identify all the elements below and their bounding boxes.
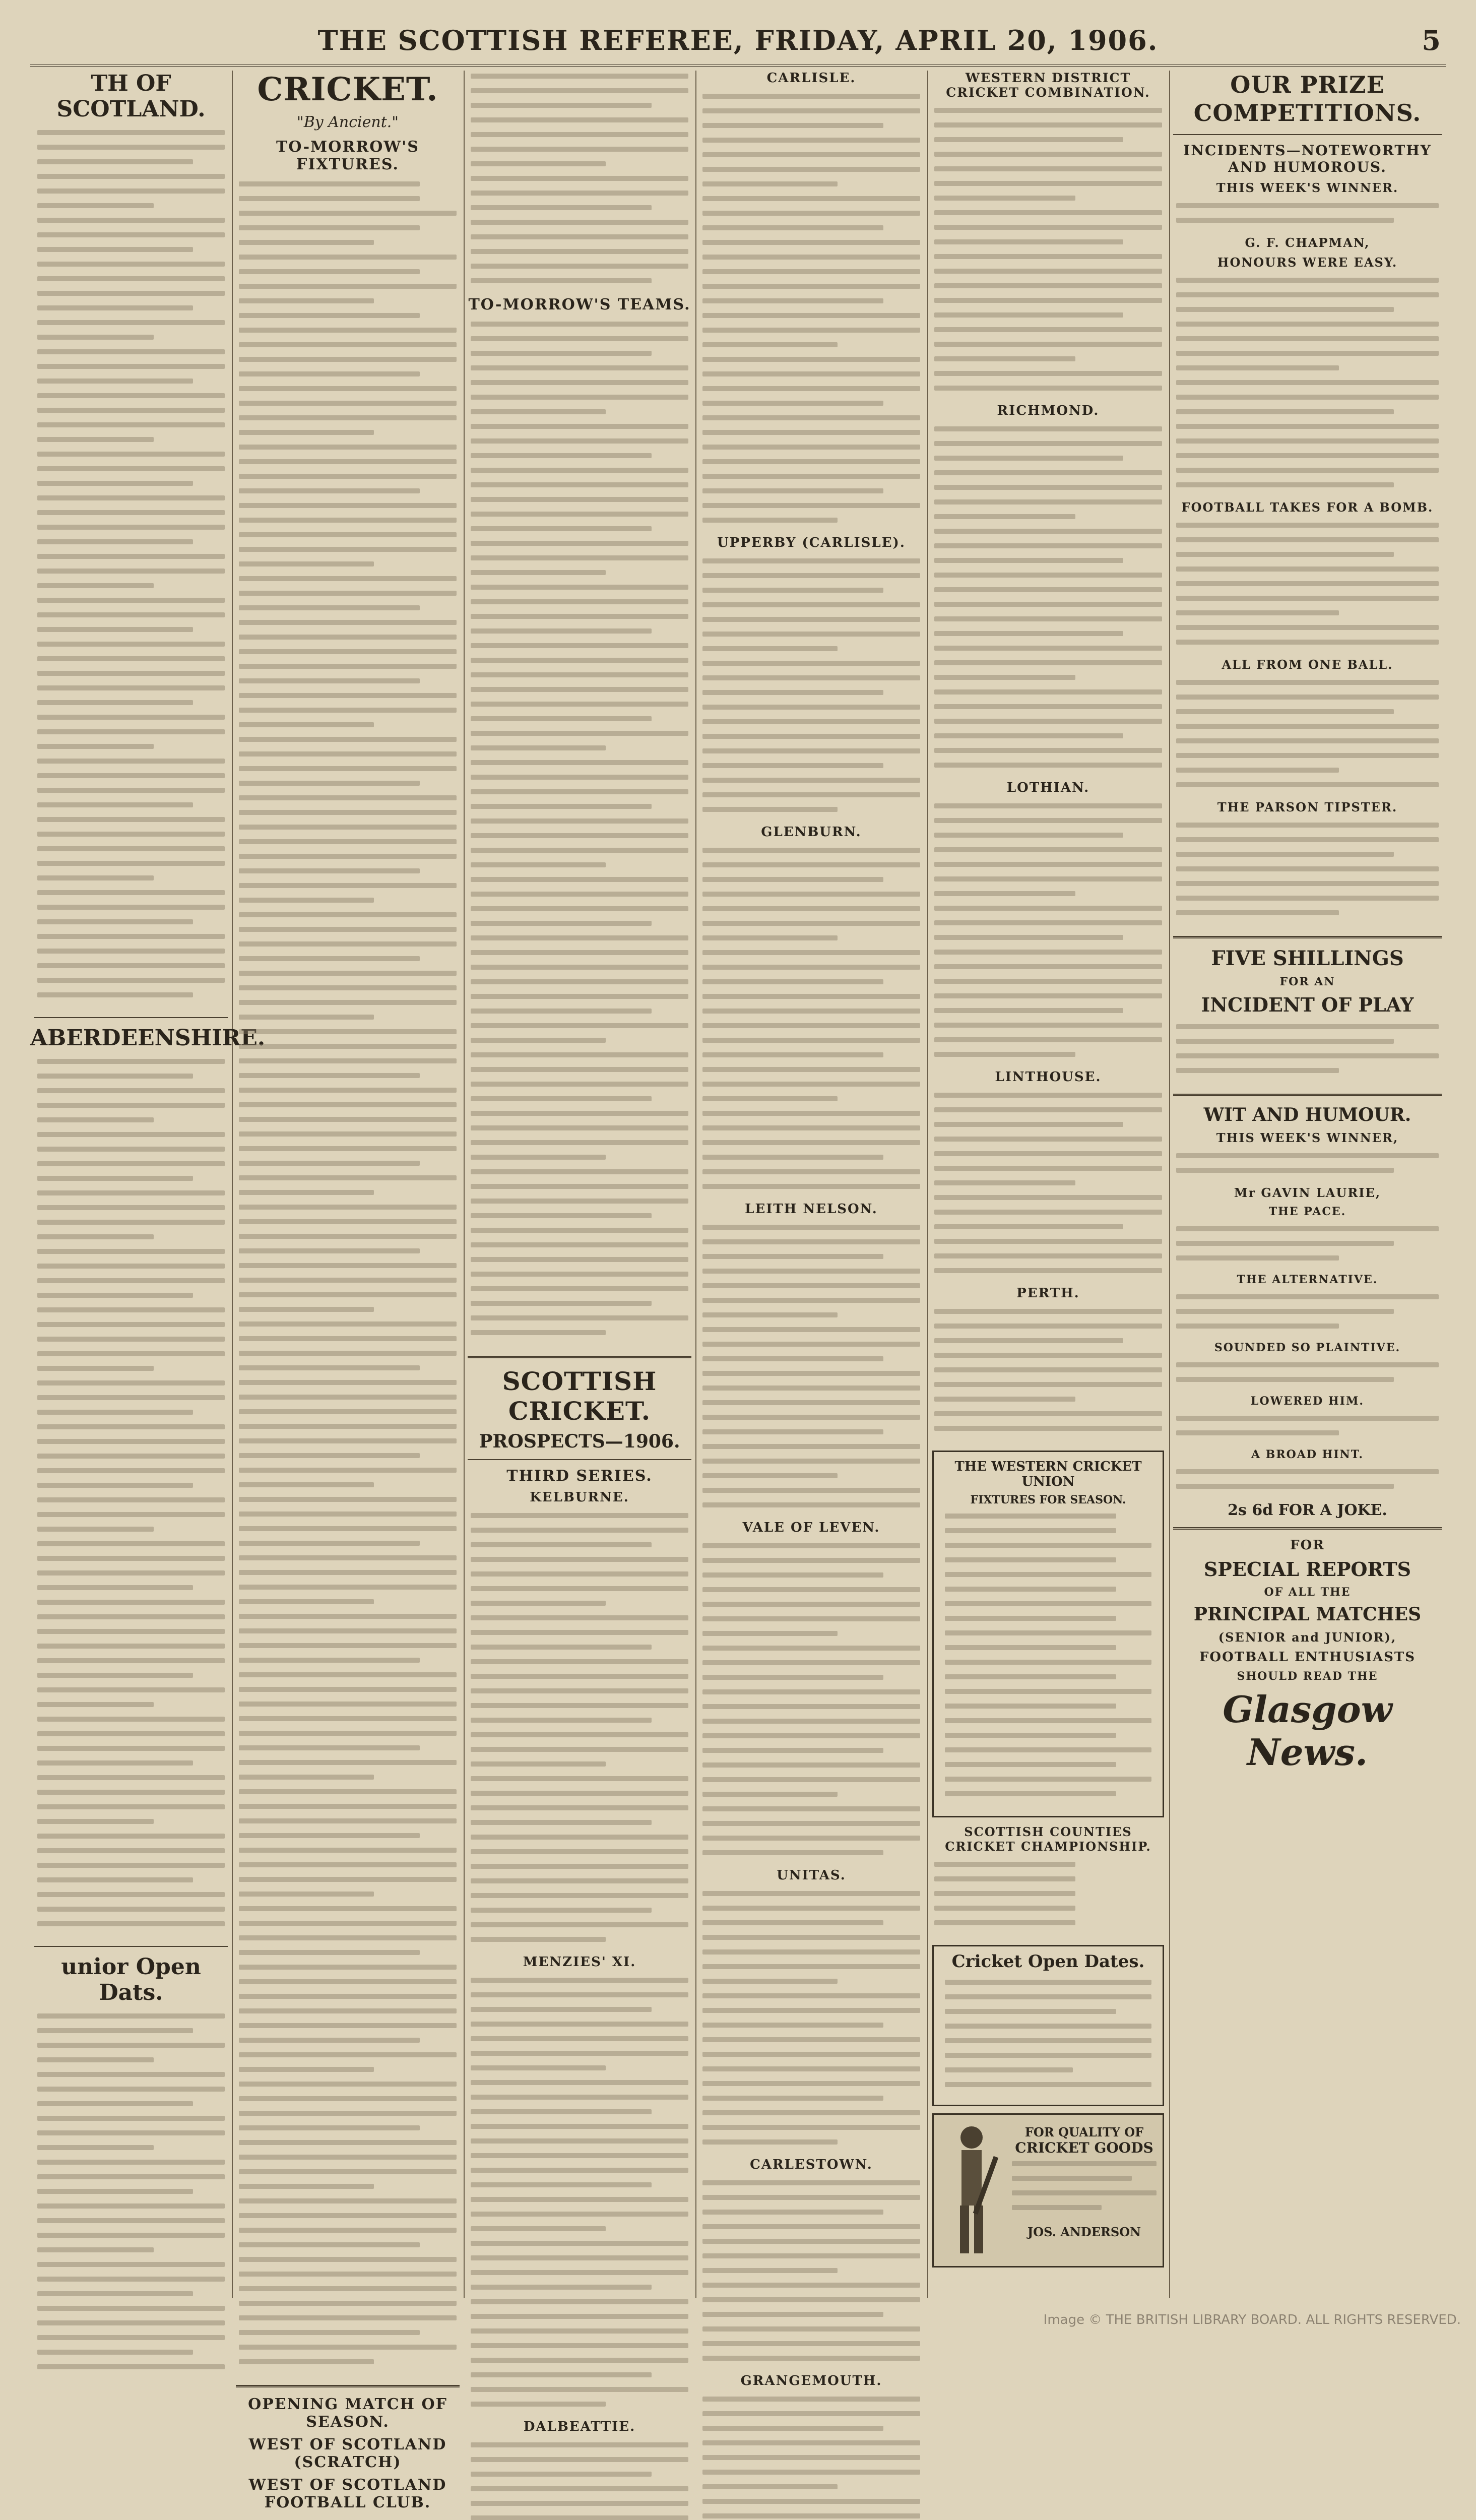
one-ball-heading: ALL FROM ONE BALL. <box>1222 657 1393 672</box>
advert-line-2: CRICKET GOODS <box>1015 2139 1153 2156</box>
menzies-text <box>464 1975 695 2419</box>
carlisle-text <box>695 91 927 535</box>
this-weeks-winner: THIS WEEK'S WINNER. <box>1216 180 1399 195</box>
advert-name: JOS. ANDERSON <box>1027 2225 1141 2239</box>
cricket-goods-advert <box>932 2113 1164 2267</box>
honours-heading: HONOURS WERE EASY. <box>1217 255 1398 270</box>
unitas-heading: UNITAS. <box>777 1868 846 1883</box>
western-district-heading: WESTERN DISTRICT CRICKET COMBINATION. <box>946 71 1150 100</box>
union-fixtures-heading: FIXTURES FOR SEASON. <box>970 1493 1126 1506</box>
kelburne-heading: KELBURNE. <box>530 1490 629 1505</box>
lothian-heading: LOTHIAN. <box>1006 780 1090 795</box>
glenburn-heading: GLENBURN. <box>761 825 862 840</box>
for-label: FOR <box>1290 1538 1325 1553</box>
perth-text <box>927 1306 1169 1443</box>
special-reports-heading: SPECIAL REPORTS <box>1203 1558 1411 1581</box>
western-cricket-union-box <box>932 1451 1164 1817</box>
masthead-title: THE SCOTTISH REFEREE, FRIDAY, APRIL 20, 1906. <box>317 24 1159 56</box>
prize-competitions-heading: OUR PRIZE COMPETITIONS. <box>1193 71 1422 127</box>
of-all-the-label: OF ALL THE <box>1264 1586 1351 1599</box>
football-bomb-heading: FOOTBALL TAKES FOR A BOMB. <box>1181 500 1434 515</box>
tomorrows-fixtures: TO-MORROW'S FIXTURES. <box>276 138 419 173</box>
sounded-heading: SOUNDED SO PLAINTIVE. <box>1214 1341 1401 1354</box>
col1-heading: TH OF SCOTLAND. <box>56 71 206 122</box>
glenburn-text <box>695 845 927 1202</box>
wit-humour-heading: WIT AND HUMOUR. <box>1203 1104 1411 1125</box>
leith-nelson-text <box>695 1222 927 1520</box>
linthouse-text <box>927 1090 1169 1286</box>
unitas-text <box>695 1888 927 2157</box>
col3-teams-block <box>464 319 695 1348</box>
col1-text-block <box>30 127 232 1010</box>
kelburne-text <box>464 1510 695 1955</box>
third-series-heading: THIRD SERIES. <box>506 1467 653 1485</box>
scottish-cricket-heading: SCOTTISH CRICKET. <box>502 1366 657 1426</box>
tomorrows-teams: TO-MORROW'S TEAMS. <box>468 296 691 313</box>
football-enthusiasts-label: FOOTBALL ENTHUSIASTS <box>1199 1650 1416 1665</box>
column-3 <box>464 71 696 2434</box>
column-4 <box>695 71 928 2388</box>
glasgow-news-title: Glasgow News. <box>1223 1688 1392 1774</box>
for-an-label: FOR AN <box>1279 975 1335 988</box>
cricket-byline: "By Ancient." <box>296 113 399 131</box>
grangemouth-text <box>695 2393 927 2520</box>
cricket-heading: CRICKET. <box>257 71 438 108</box>
image-credit: Image © THE BRITISH LIBRARY BOARD. ALL RIGHTS RESERVED. <box>1043 2312 1461 2327</box>
col2-text-block <box>232 178 464 2377</box>
menzies-heading: MENZIES' XI. <box>523 1955 636 1970</box>
west-of-scotland-football-club: WEST OF SCOTLAND FOOTBALL CLUB. <box>248 2476 447 2511</box>
pace-heading: THE PACE. <box>1268 1205 1346 1218</box>
alternative-heading: THE ALTERNATIVE. <box>1237 1273 1378 1286</box>
lowered-heading: LOWERED HIM. <box>1251 1395 1364 1408</box>
five-shillings-heading: FIVE SHILLINGS <box>1211 947 1404 970</box>
western-district-text <box>927 105 1169 403</box>
cricket-open-dates-heading: Cricket Open Dates. <box>951 1951 1145 1972</box>
incident-of-play-heading: INCIDENT OF PLAY <box>1201 993 1414 1016</box>
page-number: 5 <box>1422 24 1441 56</box>
col1-heading-aberdeenshire: ABERDEENSHIRE. <box>30 1025 266 1051</box>
opening-match-heading: OPENING MATCH OF SEASON. <box>248 2396 447 2431</box>
parson-tipster-text <box>1169 820 1446 928</box>
dalbeattie-heading: DALBEATTIE. <box>523 2419 636 2434</box>
cricketer-illustration-icon <box>939 2120 1004 2258</box>
football-bomb-text <box>1169 520 1446 657</box>
linthouse-heading: LINTHOUSE. <box>995 1069 1102 1085</box>
vale-of-leven-heading: VALE OF LEVEN. <box>742 1520 880 1535</box>
union-fixtures-list <box>938 1510 1159 1809</box>
parson-tipster-heading: THE PARSON TIPSTER. <box>1217 800 1398 814</box>
carlestown-text <box>695 2177 927 2373</box>
scottish-counties-heading: SCOTTISH COUNTIES CRICKET CHAMPIONSHIP. <box>945 1824 1151 1854</box>
col1-text-block-2 <box>30 1056 232 1939</box>
broad-hint-heading: A BROAD HINT. <box>1251 1448 1364 1461</box>
western-cricket-union-heading: THE WESTERN CRICKET UNION <box>954 1459 1142 1489</box>
principal-matches-heading: PRINCIPAL MATCHES <box>1193 1604 1422 1625</box>
west-of-scotland-scratch: WEST OF SCOTLAND (SCRATCH) <box>248 2436 447 2471</box>
honours-text <box>1169 275 1446 500</box>
lothian-text <box>927 800 1169 1069</box>
column-6 <box>1169 71 1446 2298</box>
winner-name: G. F. CHAPMAN, <box>1245 235 1370 250</box>
joke-heading: 2s 6d FOR A JOKE. <box>1228 1501 1387 1519</box>
masthead <box>30 20 1446 67</box>
col3-text-block <box>464 71 695 296</box>
cricket-open-dates-box <box>932 1945 1164 2106</box>
wit-winner: THIS WEEK'S WINNER, <box>1216 1130 1399 1145</box>
col1-heading-open-dates: unior Open Dats. <box>61 1954 201 2005</box>
leith-nelson-heading: LEITH NELSON. <box>745 1202 878 1217</box>
dalbeattie-text <box>464 2439 695 2520</box>
prospects-heading: PROSPECTS—1906. <box>479 1431 680 1452</box>
upperby-heading: UPPERBY (CARLISLE). <box>717 535 906 550</box>
counties-list <box>927 1859 1169 1938</box>
grangemouth-heading: GRANGEMOUTH. <box>740 2373 882 2388</box>
senior-junior-label: (SENIOR and JUNIOR), <box>1218 1630 1397 1645</box>
column-5 <box>927 71 1170 2298</box>
richmond-text <box>927 423 1169 780</box>
vale-of-leven-text <box>695 1540 927 1868</box>
cricket-open-dates-text <box>938 1977 1159 2100</box>
incidents-heading: INCIDENTS—NOTEWORTHY AND HUMOROUS. <box>1183 142 1432 175</box>
column-2 <box>232 71 465 2511</box>
col1-text-block-3 <box>30 2010 232 2382</box>
richmond-heading: RICHMOND. <box>997 403 1100 418</box>
should-read-label: SHOULD READ THE <box>1237 1670 1378 1683</box>
carlisle-heading: CARLISLE. <box>766 71 856 86</box>
wit-winner-name: Mr GAVIN LAURIE, <box>1234 1185 1381 1200</box>
column-1 <box>30 71 266 2298</box>
carlestown-heading: CARLESTOWN. <box>750 2157 873 2172</box>
one-ball-text <box>1169 677 1446 800</box>
perth-heading: PERTH. <box>1016 1286 1080 1301</box>
advert-line-1: FOR QUALITY OF <box>1024 2125 1144 2139</box>
upperby-text <box>695 555 927 825</box>
